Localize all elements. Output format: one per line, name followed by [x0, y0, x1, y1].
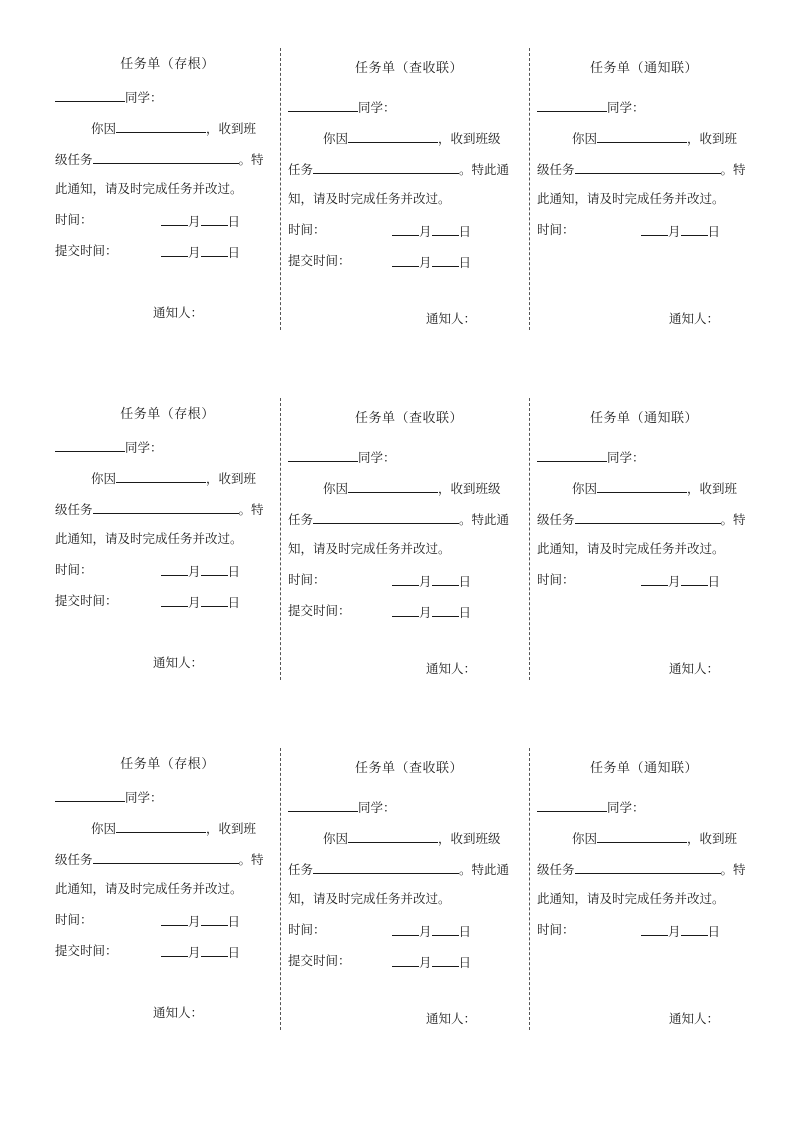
task-blank[interactable]	[313, 860, 459, 874]
time-date: 月 日	[392, 572, 471, 588]
ticket-row-3	[0, 748, 793, 1038]
notifier-label: 通知人：	[153, 305, 204, 320]
time-date: 月 日	[641, 572, 720, 588]
student-label: 同学：	[125, 90, 163, 105]
check-title: 任务单（查收联）	[354, 61, 463, 76]
time-date: 月 日	[161, 912, 240, 928]
student-name-blank[interactable]	[537, 448, 607, 462]
check-section: 任务单（查收联） 同学： 你因 ，收到班级 任务 。特此通 知，请及时完成任务并改过。 时间： 月 日 提交时间： 月 日 通知人：	[288, 48, 530, 338]
task-blank[interactable]	[313, 160, 459, 174]
reason-blank[interactable]	[348, 129, 438, 143]
submit-date: 月 日	[161, 593, 240, 609]
check-section: 任务单（查收联） 同学： 你因 ，收到班级 任务 。特此通 知，请及时完成任务并改过。 时间： 月 日 提交时间： 月 日 通知人：	[288, 398, 530, 688]
student-name-blank[interactable]	[55, 88, 125, 102]
reason-blank[interactable]	[597, 829, 687, 843]
time-label: 时间：	[55, 212, 93, 227]
cut-line	[280, 748, 281, 1030]
reason-blank[interactable]	[597, 129, 687, 143]
notifier-label: 通知人：	[426, 311, 477, 326]
time-date: 月 日	[392, 922, 471, 938]
student-name-blank[interactable]	[288, 98, 358, 112]
time-date: 月 日	[161, 562, 240, 578]
student-name-blank[interactable]	[288, 798, 358, 812]
time-date: 月 日	[161, 212, 240, 228]
notifier-label: 通知人：	[426, 1011, 477, 1026]
notice-section: 任务单（通知联） 同学： 你因 ，收到班 级任务 。特 此通知，请及时完成任务并改过。 时间： 月 日 通知人：	[537, 398, 767, 688]
task-blank[interactable]	[575, 860, 721, 874]
task-blank[interactable]	[93, 150, 239, 164]
time-date: 月 日	[641, 222, 720, 238]
submit-date: 月 日	[392, 603, 471, 619]
notice-title: 任务单（通知联）	[589, 411, 698, 426]
check-title: 任务单（查收联）	[354, 411, 463, 426]
notice-section: 任务单（通知联） 同学： 你因 ，收到班 级任务 。特 此通知，请及时完成任务并改过。 时间： 月 日 通知人：	[537, 748, 767, 1038]
student-name-blank[interactable]	[537, 798, 607, 812]
stub-section: 任务单（存根） 同学： 你因 ，收到班 级任务 。特 此通知，请及时完成任务并改过。 时间： 月 日 提交时间： 月 日 通知人：	[55, 48, 280, 338]
notifier-label: 通知人：	[669, 661, 720, 676]
submit-date: 月 日	[392, 253, 471, 269]
stub-title: 任务单（存根）	[120, 757, 215, 772]
check-section: 任务单（查收联） 同学： 你因 ，收到班级 任务 。特此通 知，请及时完成任务并改过。 时间： 月 日 提交时间： 月 日 通知人：	[288, 748, 530, 1038]
reason-blank[interactable]	[116, 819, 206, 833]
student-name-blank[interactable]	[55, 788, 125, 802]
check-title: 任务单（查收联）	[354, 761, 463, 776]
student-name-blank[interactable]	[288, 448, 358, 462]
stub-section: 任务单（存根） 同学： 你因 ，收到班 级任务 。特 此通知，请及时完成任务并改过。 时间： 月 日 提交时间： 月 日 通知人：	[55, 748, 280, 1038]
reason-blank[interactable]	[116, 469, 206, 483]
reason-label: 你因	[91, 121, 117, 136]
task-blank[interactable]	[93, 500, 239, 514]
task-blank[interactable]	[93, 850, 239, 864]
student-name-blank[interactable]	[55, 438, 125, 452]
notice-title: 任务单（通知联）	[589, 761, 698, 776]
student-name-blank[interactable]	[537, 98, 607, 112]
submit-date: 月 日	[161, 243, 240, 259]
reason-blank[interactable]	[348, 829, 438, 843]
notifier-label: 通知人：	[426, 661, 477, 676]
reason-blank[interactable]	[597, 479, 687, 493]
submit-date: 月 日	[392, 953, 471, 969]
task-blank[interactable]	[575, 510, 721, 524]
submit-date: 月 日	[161, 943, 240, 959]
task-blank[interactable]	[313, 510, 459, 524]
stub-title: 任务单（存根）	[120, 407, 215, 422]
cut-line	[280, 398, 281, 680]
cut-line	[280, 48, 281, 330]
notifier-label: 通知人：	[153, 655, 204, 670]
stub-section: 任务单（存根） 同学： 你因 ，收到班 级任务 。特 此通知，请及时完成任务并改过。 时间： 月 日 提交时间： 月 日 通知人：	[55, 398, 280, 688]
task-blank[interactable]	[575, 160, 721, 174]
reason-blank[interactable]	[348, 479, 438, 493]
stub-title: 任务单（存根）	[120, 57, 215, 72]
notifier-label: 通知人：	[669, 311, 720, 326]
submit-time-label: 提交时间：	[55, 243, 118, 258]
ticket-row-1	[0, 48, 793, 338]
ticket-row-2	[0, 398, 793, 688]
time-date: 月 日	[392, 222, 471, 238]
notifier-label: 通知人：	[669, 1011, 720, 1026]
reason-blank[interactable]	[116, 119, 206, 133]
notifier-label: 通知人：	[153, 1005, 204, 1020]
notice-section: 任务单（通知联） 同学： 你因 ，收到班 级任务 。特 此通知，请及时完成任务并改过。 时间： 月 日 通知人：	[537, 48, 767, 338]
notice-title: 任务单（通知联）	[589, 61, 698, 76]
time-date: 月 日	[641, 922, 720, 938]
